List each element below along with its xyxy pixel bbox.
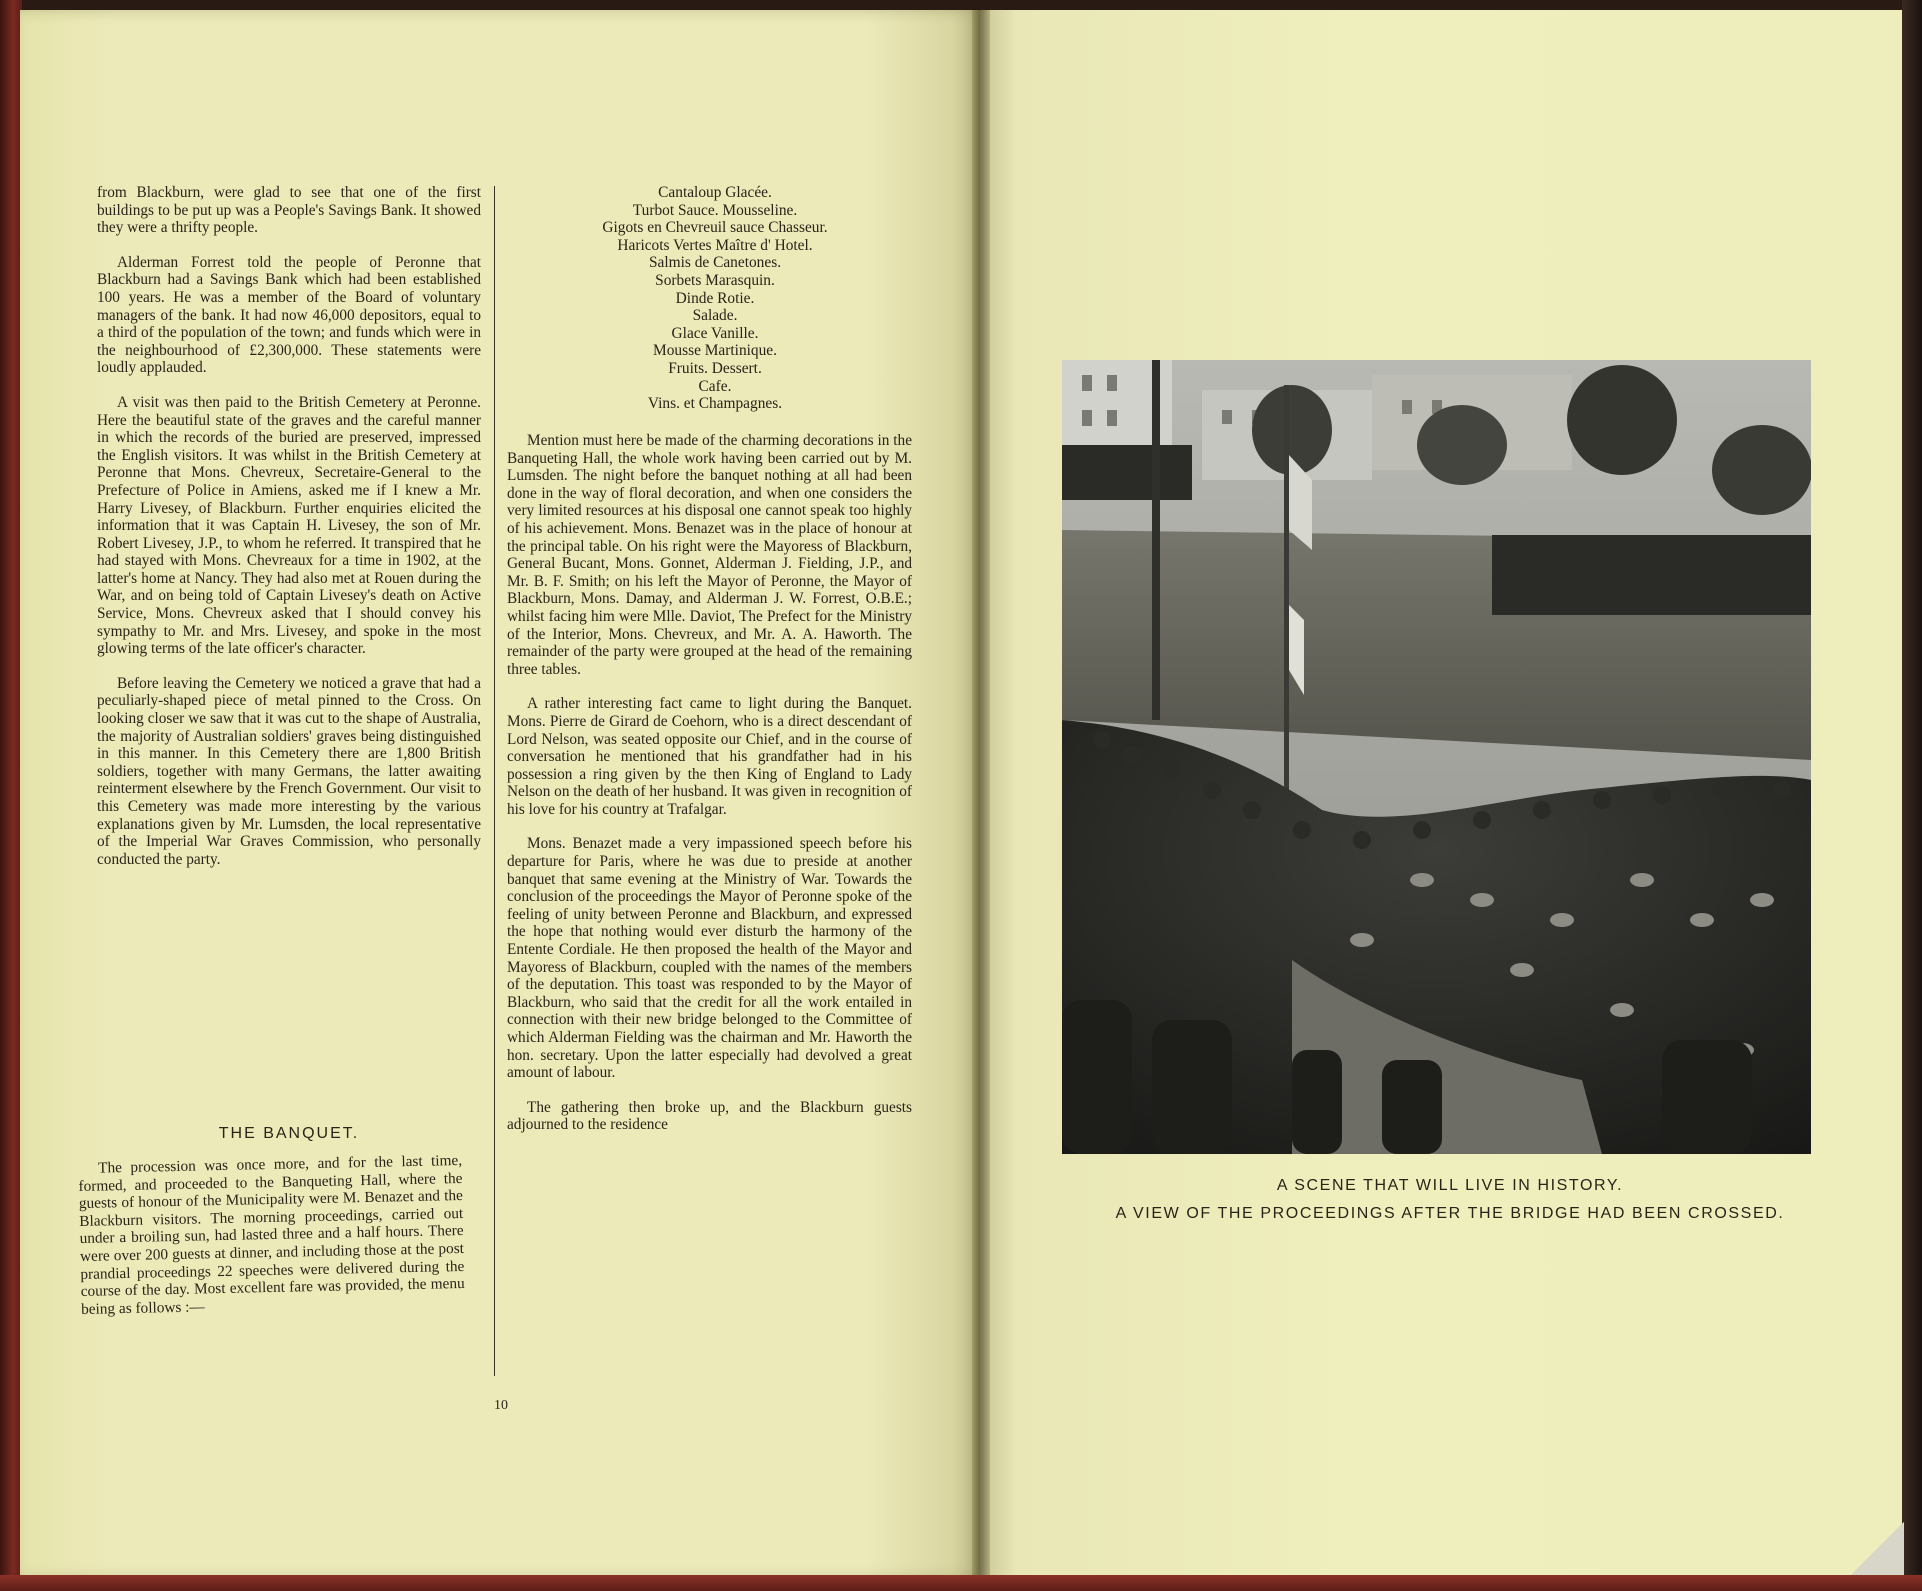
book-gutter [972, 10, 990, 1578]
paragraph: from Blackburn, were glad to see that one of the first buildings to be put up was a People's Savings Bank. It showed they were a thrifty people. [97, 184, 481, 237]
book-cover-bottom [0, 1575, 1922, 1591]
paragraph: A visit was then paid to the British Cemetery at Peronne. Here the beautiful state of the graves and the careful manner in which the records of the buried are preserved, impressed the English visitors. It was whilst in the British Cemetery at Peronne that Mons. Chevreux, Secretaire-General to the Prefecture of Police in Amiens, asked me if I knew a Mr. Harry Livesey, of Blackburn. Further enquiries elicited the information that it was Captain H. Livesey, the son of Mr. Robert Livesey, J.P., to whom he referred. It transpired that he had stayed with Mons. Chevreaux for a time in 1902, at the latter's home at Nancy. They had also met at Rouen during the War, and on being told of Captain Livesey's death on Active Service, Mons. Chevreux asked that I should convey his sympathy to Mr. and Mrs. Livesey, and spoke in the most glowing terms of the late officer's character. [97, 393, 481, 658]
menu-item: Cafe. [698, 377, 732, 395]
paragraph: Mention must here be made of the charming decorations in the Banqueting Hall, the whole work having been carried out by M. Lumsden. The night before the banquet nothing at all had been done in the way of floral decoration, and when one considers the very limited resources at his disposal one cannot speak too highly of his achievement. Mons. Benazet was in the place of honour at the principal table. On his right were the Mayoress of Blackburn, General Bucant, Mons. Gonnet, Alderman J. Fielding, J.P., and Mr. B. F. Smith; on his left the Mayor of Peronne, the Mayor of Blackburn, Mons. Damay, and Alderman J. W. Forrest, O.B.E.; whilst facing him were Mlle. Daviot, The Prefect for the Ministry of the Interior, Mons. Chevreux, and Mr. A. A. Haworth. The remainder of the party were grouped at the head of the remaining three tables. [507, 432, 912, 678]
menu-item: Glace Vanille. [671, 324, 759, 342]
paragraph: Before leaving the Cemetery we noticed a grave that had a peculiarly-shaped piece of metal pinned to the Cross. On looking closer we saw that it was cut to the shape of Australia, the majority of Australian soldiers' graves being distinguished in this manner. In this Cemetery there are 1,800 British soldiers, together with many Germans, the latter awaiting reinterment elsewhere by the French Government. Our visit to this Cemetery was made more interesting by the various explanations given by Mr. Lumsden, the local representative of the Imperial War Graves Commission, who personally conducted the party. [97, 674, 481, 868]
menu-item: Sorbets Marasquin. [655, 271, 775, 289]
photo-caption-title: A SCENE THAT WILL LIVE IN HISTORY. [1276, 1177, 1624, 1194]
column-divider [494, 186, 495, 1376]
menu-item: Turbot Sauce. Mousseline. [632, 201, 798, 219]
menu-item: Cantaloup Glacée. [658, 184, 772, 201]
menu-item: Salmis de Canetones. [648, 254, 782, 272]
book-cover-right [1902, 0, 1922, 1591]
paragraph: Alderman Forrest told the people of Peronne that Blackburn had a Savings Bank which had been established 100 years. He was a member of the Board of voluntary managers of the bank. It had now 46,000 depositors, equal to a third of the population of the town; and funds which were in the neighbourhood of £2,300,000. These statements were loudly applauded. [97, 253, 481, 377]
photo-caption-subtitle: A VIEW OF THE PROCEEDINGS AFTER THE BRIDGE HAD BEEN CROSSED. [1115, 1205, 1785, 1222]
paragraph: The gathering then broke up, and the Blackburn guests adjourned to the residence [507, 1098, 912, 1134]
page-number: 10 [494, 1398, 508, 1413]
paragraph: The procession was once more, and for the last time, formed, and proceeded to the Banqueting Hall, where the guests of honour of the Municipality were M. Benazet and the Blackburn visitors. The morning proceedings, carried out under a broiling sun, had lasted three and a half hours. There were over 200 guests at dinner, and including those at the post prandial proceedings 22 speeches were delivered during the course of the day. Most excellent fare was provided, the menu being as follows :— [78, 1151, 465, 1318]
paragraph: A rather interesting fact came to light during the Banquet. Mons. Pierre de Girard de Coehorn, who is a direct descendant of Lord Nelson, was seated opposite our Chief, and in the course of conversation he mentioned that his grandfather had in his possession a ring given by the then King of England to Lady Nelson on the death of her husband. It was given in recognition of his love for his country at Trafalgar. [507, 695, 912, 818]
book-cover-left [0, 0, 22, 1591]
menu-item: Mousse Martinique. [653, 342, 777, 360]
right-column-text [507, 432, 912, 1151]
book-cover-top [0, 0, 1922, 10]
banquet-text [78, 1152, 466, 1335]
banquet-heading: THE BANQUET. [218, 1125, 360, 1142]
menu-item: Gigots en Chevreuil sauce Chasseur. [602, 219, 828, 237]
menu-item: Haricots Vertes Maître d' Hotel. [617, 236, 813, 254]
menu-item: Salade. [692, 307, 738, 325]
crowd-photograph [1062, 360, 1811, 1154]
paragraph: Mons. Benazet made a very impassioned speech before his departure for Paris, where he was due to preside at another banquet that same evening at the Ministry of War. Towards the conclusion of the proceedings the Mayor of Peronne spoke of the feeling of unity between Peronne and Blackburn, and expressed the hope that nothing would ever disturb the harmony of the Entente Cordiale. He then proposed the health of the Mayor and Mayoress of Blackburn, coupled with the names of the members of the deputation. This toast was responded to by the Mayor of Blackburn, who said that the credit for all the work entailed in connection with their new bridge belonged to the Committee of which Alderman Fielding was the chairman and Mr. Haworth the hon. secretary. Upon the latter especially had devolved a great amount of labour. [507, 835, 912, 1082]
menu-item: Vins. et Champagnes. [647, 395, 783, 413]
banquet-menu [530, 184, 900, 413]
menu-item: Dinde Rotie. [675, 289, 755, 307]
left-column-text [97, 184, 481, 885]
menu-item: Fruits. Dessert. [668, 359, 762, 377]
